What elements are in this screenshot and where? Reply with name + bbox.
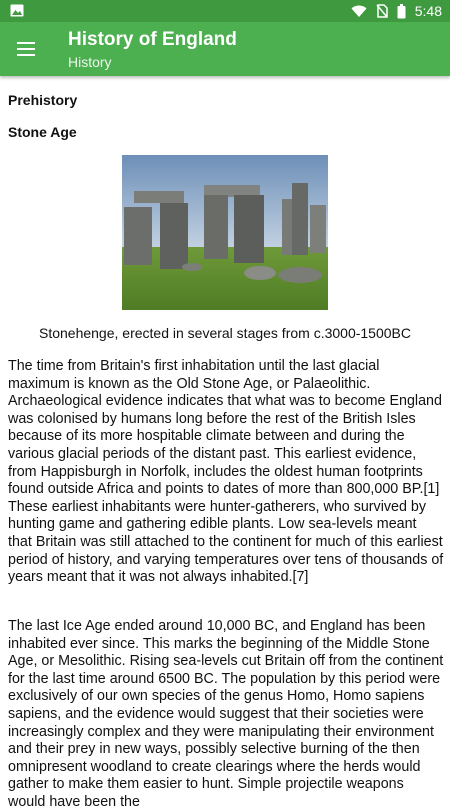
figure-caption: Stonehenge, erected in several stages from c.3000-1500BC — [38, 325, 411, 341]
section-heading: Prehistory — [8, 92, 78, 108]
app-bar — [0, 22, 450, 76]
hamburger-menu-icon[interactable] — [10, 33, 42, 65]
paragraph-1 — [8, 358, 444, 587]
section-subheading: Stone Age — [8, 124, 77, 140]
app-title: History of England — [68, 29, 237, 50]
no-sim-icon — [376, 4, 388, 18]
reference-link-1[interactable]: [1] — [423, 481, 440, 498]
image-icon — [10, 4, 24, 17]
reference-link-7[interactable]: [7] — [292, 569, 309, 586]
paragraph-2: The last Ice Age ended around 10,000 BC, and England has been inhabited ever since. This marks the beginning of the Middle Stone Age, or Mesolithic. Rising sea-levels cut Britain off from the continent for the last time around 6500 BC. The population by this period were exclusively of our own species of the genus Homo, Homo sapiens sapiens, and the evidence would suggest that their societies were increasingly complex and they were manipulating their environment and their prey in new ways, possibly selective burning of the then omnipresent woodland to create clearings where the herds would gather to make them easier to hunt. Simple projectile weapons would have been the — [8, 618, 444, 810]
article-content[interactable] — [0, 76, 450, 810]
wifi-icon — [351, 5, 367, 18]
status-bar — [0, 0, 450, 22]
stonehenge-image[interactable] — [122, 155, 328, 310]
app-subtitle: History — [68, 54, 112, 70]
status-time: 5:48 — [414, 3, 442, 19]
battery-icon — [397, 4, 406, 19]
paragraph-1-text-a: The time from Britain's first inhabitation until the last glacial maximum is known as the Old Stone Age, or Palaeolithic. Archaeological evidence indicates that what was to become England was colonised by humans long before the rest of the British Isles because of its more hospitable climate between and during the various glacial periods of the distant past. This earliest evidence, from Happisburgh in Norfolk, includes the oldest human footprints found outside Africa and points to dates of more than 800,000 BP. — [8, 358, 442, 498]
paragraph-1-text-b: These earliest inhabitants were hunter-gatherers, who survived by hunting game and gathering edible plants. Low sea-levels meant that Britain was still attached to the continent for much of this earliest period of history, and varying temperatures over tens of thousands of years meant that it was not always inhabited. — [8, 498, 444, 586]
